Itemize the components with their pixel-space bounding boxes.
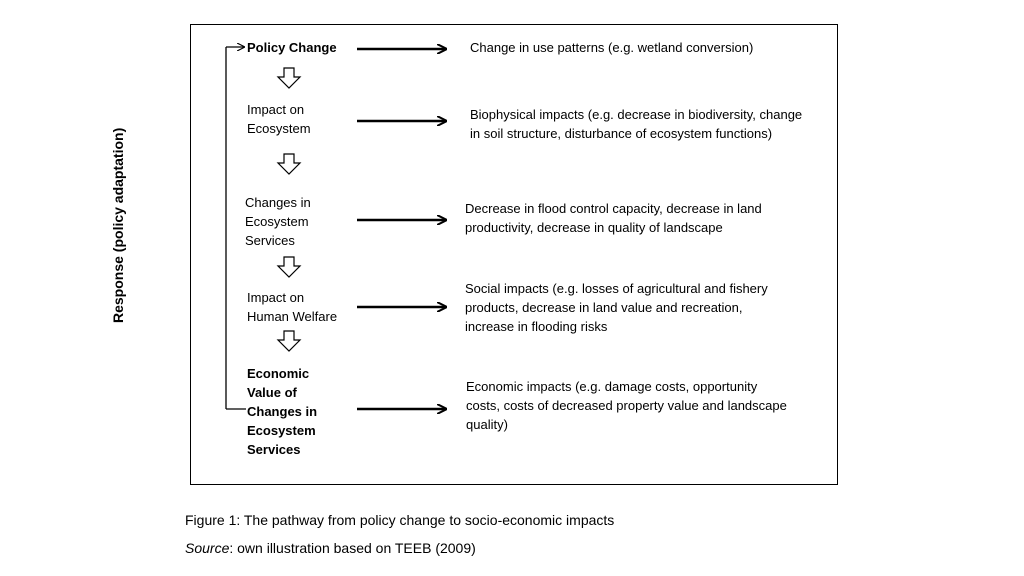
step-economic-value: Economic Value of Changes in Ecosystem Services [247,366,318,457]
step-impact-on-human-welfare: Impact on Human Welfare [247,290,338,324]
source-text: : own illustration based on TEEB (2009) [229,540,476,556]
down-arrow-icon [278,331,300,351]
step-policy-change: Policy Change [247,40,337,55]
step-impact-on-ecosystem: Impact on Ecosystem [247,102,311,136]
feedback-loop-line [226,47,246,409]
down-arrow-icon [278,68,300,88]
figure-caption: Figure 1: The pathway from policy change to socio-economic impacts [185,512,615,528]
impact-social: Social impacts (e.g. losses of agricultural and fishery products, decrease in land value and recreation, increase in flooding risks [465,281,768,334]
response-label: Response (policy adaptation) [110,127,126,323]
impact-ecosystem-services: Decrease in flood control capacity, decrease in land productivity, decrease in quality of landscape [465,201,762,235]
source-caption [185,540,476,556]
down-arrow-icon [278,257,300,277]
impact-use-patterns: Change in use patterns (e.g. wetland conversion) [470,40,754,55]
source-label: Source [185,540,230,556]
impact-economic: Economic impacts (e.g. damage costs, opportunity costs, costs of decreased property value and landscape quality) [466,379,787,432]
step-changes-in-ecosystem-services: Changes in Ecosystem Services [245,195,311,248]
impact-biophysical: Biophysical impacts (e.g. decrease in biodiversity, change in soil structure, disturbance of ecosystem functions) [470,107,803,141]
down-arrow-icon [278,154,300,174]
